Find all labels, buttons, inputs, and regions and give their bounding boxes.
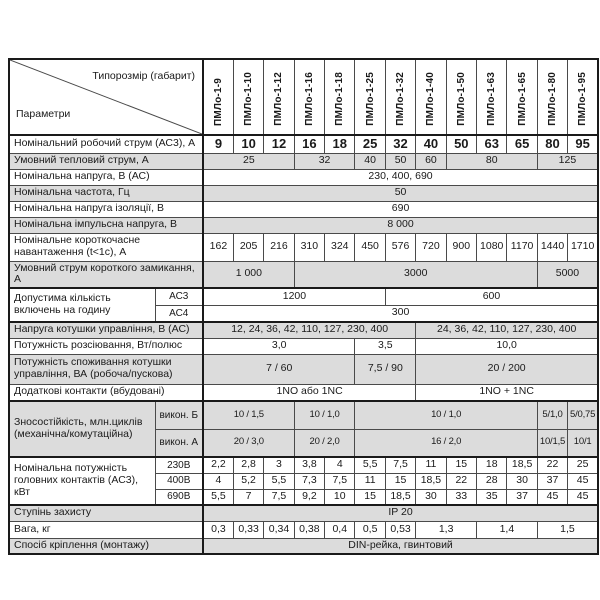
table-row <box>9 354 598 384</box>
value-cell: 7,5 <box>385 457 415 473</box>
value-cell: 35 <box>477 489 507 505</box>
value-cell: 30 <box>507 473 537 489</box>
value-cell: 32 <box>294 153 355 169</box>
value-cell: 4 <box>203 473 233 489</box>
value-cell: 0,3 <box>203 521 233 538</box>
param-label: Номінальна напруга ізоляції, В <box>9 201 203 217</box>
value-cell: 12 <box>264 135 294 153</box>
corner-cell <box>9 59 203 135</box>
value-cell: 15 <box>446 457 476 473</box>
value-cell: 28 <box>477 473 507 489</box>
value-cell: 25 <box>355 135 385 153</box>
value-cell: 7,5 / 90 <box>355 354 416 384</box>
value-cell: 3,8 <box>294 457 324 473</box>
value-cell: 18 <box>325 135 355 153</box>
value-cell: 1,3 <box>416 521 477 538</box>
table-row <box>9 233 598 261</box>
param-label: Зносостійкість, млн.циклів (механічна/комутаційна) <box>9 401 155 457</box>
param-label: Потужність споживання котушки управління, ВА (робоча/пускова) <box>9 354 203 384</box>
value-cell: 0,33 <box>233 521 263 538</box>
value-cell: 40 <box>355 153 385 169</box>
value-cell: 1200 <box>203 288 385 305</box>
value-cell: 33 <box>446 489 476 505</box>
value-cell: 9,2 <box>294 489 324 505</box>
value-cell: 20 / 3,0 <box>203 429 294 457</box>
value-cell: 600 <box>385 288 598 305</box>
value-cell: 0,53 <box>385 521 415 538</box>
table-row <box>9 288 598 305</box>
value-cell: 32 <box>385 135 415 153</box>
param-label: Спосіб кріплення (монтажу) <box>9 538 203 554</box>
value-cell: 230, 400, 690 <box>203 169 598 185</box>
value-cell: 5000 <box>537 261 598 288</box>
value-cell: 125 <box>537 153 598 169</box>
value-cell: 3,5 <box>355 338 416 354</box>
value-cell: 80 <box>446 153 537 169</box>
value-cell: 12, 24, 36, 42, 110, 127, 230, 400 <box>203 322 416 338</box>
value-cell: 18 <box>477 457 507 473</box>
value-cell: 25 <box>568 457 598 473</box>
param-label: Напруга котушки управління, В (АС) <box>9 322 203 338</box>
value-cell: 1NO + 1NC <box>416 384 598 401</box>
value-cell: 15 <box>385 473 415 489</box>
value-cell: 5,5 <box>355 457 385 473</box>
value-cell: 20 / 200 <box>416 354 598 384</box>
value-cell: 45 <box>568 489 598 505</box>
value-cell: 7,5 <box>325 473 355 489</box>
value-cell: 40 <box>416 135 446 153</box>
value-cell: 7 <box>233 489 263 505</box>
value-cell: 37 <box>507 489 537 505</box>
value-cell: 16 / 2,0 <box>355 429 537 457</box>
value-cell: 900 <box>446 233 476 261</box>
col-header <box>355 59 385 135</box>
param-label: Номінальний робочий струм (АС3), А <box>9 135 203 153</box>
col-header-label: ПМЛо-1-16 <box>303 72 315 127</box>
col-header <box>203 59 233 135</box>
param-sublabel: викон. А <box>155 429 203 457</box>
spec-table <box>8 58 599 555</box>
value-cell: 10 / 1,0 <box>355 401 537 429</box>
value-cell: 10/1,5 <box>537 429 567 457</box>
value-cell: 205 <box>233 233 263 261</box>
value-cell: 5,2 <box>233 473 263 489</box>
col-header <box>416 59 446 135</box>
value-cell: 720 <box>416 233 446 261</box>
table-row <box>9 521 598 538</box>
value-cell: 1NO або 1NC <box>203 384 416 401</box>
table-row <box>9 135 598 153</box>
value-cell: 7,5 <box>264 489 294 505</box>
value-cell: 7,3 <box>294 473 324 489</box>
value-cell: 450 <box>355 233 385 261</box>
col-header-label: ПМЛо-1-9 <box>212 78 224 127</box>
table-row <box>9 153 598 169</box>
col-header <box>233 59 263 135</box>
value-cell: 3000 <box>294 261 537 288</box>
col-header-label: ПМЛо-1-95 <box>577 72 589 127</box>
table-row <box>9 201 598 217</box>
value-cell: 1080 <box>477 233 507 261</box>
col-header <box>537 59 567 135</box>
value-cell: 1 000 <box>203 261 294 288</box>
param-label: Умовний тепловий струм, А <box>9 153 203 169</box>
value-cell: 1440 <box>537 233 567 261</box>
value-cell: 10 <box>325 489 355 505</box>
value-cell: 37 <box>537 473 567 489</box>
value-cell: 0,4 <box>325 521 355 538</box>
col-header <box>294 59 324 135</box>
value-cell: 63 <box>477 135 507 153</box>
value-cell: 0,5 <box>355 521 385 538</box>
col-header <box>325 59 355 135</box>
spec-table-container <box>8 58 599 555</box>
col-header <box>507 59 537 135</box>
value-cell: 45 <box>568 473 598 489</box>
param-label: Номінальна потужність головних контактів (АС3), кВт <box>9 457 155 505</box>
col-header <box>446 59 476 135</box>
value-cell: 24, 36, 42, 110, 127, 230, 400 <box>416 322 598 338</box>
param-sublabel: 230В <box>155 457 203 473</box>
col-header-label: ПМЛо-1-40 <box>425 72 437 127</box>
value-cell: 4 <box>325 457 355 473</box>
value-cell: 7 / 60 <box>203 354 355 384</box>
col-header-label: ПМЛо-1-80 <box>546 72 558 127</box>
col-header-label: ПМЛо-1-32 <box>394 72 406 127</box>
value-cell: 0,38 <box>294 521 324 538</box>
param-sublabel: 690В <box>155 489 203 505</box>
value-cell: 5,5 <box>264 473 294 489</box>
param-label: Умовний струм короткого замикання, А <box>9 261 203 288</box>
value-cell: 60 <box>416 153 446 169</box>
value-cell: 20 / 2,0 <box>294 429 355 457</box>
value-cell: 3,0 <box>203 338 355 354</box>
value-cell: 324 <box>325 233 355 261</box>
value-cell: 8 000 <box>203 217 598 233</box>
value-cell: 11 <box>416 457 446 473</box>
value-cell: 1170 <box>507 233 537 261</box>
value-cell: 216 <box>264 233 294 261</box>
value-cell: 576 <box>385 233 415 261</box>
col-header <box>385 59 415 135</box>
value-cell: 10/1 <box>568 429 598 457</box>
value-cell: 10,0 <box>416 338 598 354</box>
param-label: Номінальна імпульсна напруга, В <box>9 217 203 233</box>
value-cell: 690 <box>203 201 598 217</box>
value-cell: 3 <box>264 457 294 473</box>
table-row <box>9 169 598 185</box>
value-cell: 15 <box>355 489 385 505</box>
param-sublabel: викон. Б <box>155 401 203 429</box>
corner-label-params: Параметри <box>16 108 71 121</box>
value-cell: 18,5 <box>507 457 537 473</box>
value-cell: 1710 <box>568 233 598 261</box>
value-cell: 50 <box>446 135 476 153</box>
table-row <box>9 384 598 401</box>
table-row <box>9 401 598 429</box>
value-cell: DIN-рейка, гвинтовий <box>203 538 598 554</box>
value-cell: 9 <box>203 135 233 153</box>
value-cell: 10 / 1,0 <box>294 401 355 429</box>
table-row <box>9 457 598 473</box>
col-header-label: ПМЛо-1-18 <box>334 72 346 127</box>
value-cell: 80 <box>537 135 567 153</box>
value-cell: 45 <box>537 489 567 505</box>
param-sublabel: АС3 <box>155 288 203 305</box>
value-cell: 0,34 <box>264 521 294 538</box>
param-sublabel: 400В <box>155 473 203 489</box>
value-cell: 2,8 <box>233 457 263 473</box>
value-cell: 10 / 1,5 <box>203 401 294 429</box>
col-header-label: ПМЛо-1-50 <box>455 72 467 127</box>
param-label: Номінальне короткочасне навантаження (t<1с), А <box>9 233 203 261</box>
col-header-label: ПМЛо-1-12 <box>273 72 285 127</box>
table-row <box>9 322 598 338</box>
value-cell: 5/1,0 <box>537 401 567 429</box>
value-cell: 18,5 <box>416 473 446 489</box>
value-cell: 95 <box>568 135 598 153</box>
value-cell: 50 <box>203 185 598 201</box>
value-cell: 5/0,75 <box>568 401 598 429</box>
col-header <box>477 59 507 135</box>
param-label: Номінальна напруга, В (АС) <box>9 169 203 185</box>
param-sublabel: АС4 <box>155 305 203 322</box>
value-cell: 50 <box>385 153 415 169</box>
table-row <box>9 505 598 521</box>
table-row <box>9 538 598 554</box>
value-cell: 1,5 <box>537 521 598 538</box>
value-cell: 162 <box>203 233 233 261</box>
col-header-label: ПМЛо-1-10 <box>242 72 254 127</box>
value-cell: 30 <box>416 489 446 505</box>
value-cell: 16 <box>294 135 324 153</box>
table-row <box>9 185 598 201</box>
value-cell: 25 <box>203 153 294 169</box>
value-cell: 5,5 <box>203 489 233 505</box>
param-label: Потужність розсіювання, Вт/полюс <box>9 338 203 354</box>
param-label: Допустима кількість включень на годину <box>9 288 155 322</box>
table-row <box>9 338 598 354</box>
col-header-label: ПМЛо-1-65 <box>516 72 528 127</box>
param-label: Додаткові контакти (вбудовані) <box>9 384 203 401</box>
value-cell: 22 <box>446 473 476 489</box>
param-label: Вага, кг <box>9 521 203 538</box>
table-row <box>9 261 598 288</box>
col-header <box>568 59 598 135</box>
col-header-label: ПМЛо-1-63 <box>486 72 498 127</box>
value-cell: 300 <box>203 305 598 322</box>
value-cell: IP 20 <box>203 505 598 521</box>
value-cell: 10 <box>233 135 263 153</box>
header-row <box>9 59 598 135</box>
value-cell: 310 <box>294 233 324 261</box>
value-cell: 22 <box>537 457 567 473</box>
table-row <box>9 217 598 233</box>
value-cell: 2,2 <box>203 457 233 473</box>
param-label: Ступінь захисту <box>9 505 203 521</box>
corner-label-size: Типорозмір (габарит) <box>92 70 195 82</box>
value-cell: 18,5 <box>385 489 415 505</box>
param-label: Номінальна частота, Гц <box>9 185 203 201</box>
col-header-label: ПМЛо-1-25 <box>364 72 376 127</box>
value-cell: 65 <box>507 135 537 153</box>
value-cell: 11 <box>355 473 385 489</box>
col-header <box>264 59 294 135</box>
value-cell: 1,4 <box>477 521 538 538</box>
